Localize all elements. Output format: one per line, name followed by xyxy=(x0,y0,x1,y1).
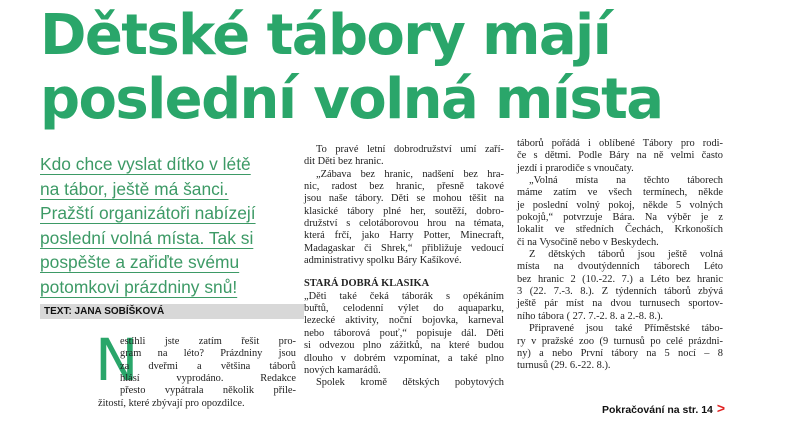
text-line: bez hranic 2 (10.-22. 7.) a Léto bez hranic xyxy=(517,273,723,285)
text-line: če s dětmi. Podle Báry na ně velmi často xyxy=(517,150,723,162)
perex xyxy=(40,152,292,300)
text-line: 3 (22. 7.-3. 8.). Z týdenních táborů zbývá xyxy=(517,286,723,298)
text-line: turnusů (29. 6.-22. 8.). xyxy=(517,360,611,372)
text-line: ještě pár míst na dvou turnusech sportov- xyxy=(517,298,723,310)
text-line: za dveřmi a většina táborů xyxy=(120,360,296,372)
headline-line: poslední volná místa xyxy=(40,67,663,132)
article-column-2 xyxy=(304,144,504,390)
text-line: nebo táborová pouť,“ popisuje dál. Děti xyxy=(304,327,504,339)
text-line: Spolek kromě dětských pobytových xyxy=(316,377,504,389)
text-line: estihli jste zatím řešit pro- xyxy=(120,336,296,347)
byline: TEXT: JANA SOBÍŠKOVÁ xyxy=(40,304,304,319)
perex-line: Pražští organizátoři nabízejí xyxy=(40,203,256,224)
perex-line: potomkovi prázdniny snů! xyxy=(40,276,238,297)
text-line: „Volná místa na těchto táborech xyxy=(529,175,723,187)
text-line: jsou naše tábory. Děti se mohou těšit na xyxy=(304,193,504,205)
text-line: ního tábora ( 27. 7.-2. 8. a 2.-8. 8.). xyxy=(517,310,664,322)
drop-cap: N xyxy=(95,326,139,394)
text-line: lezecké aktivity, noční bojovka, karneval xyxy=(304,315,504,327)
perex-line: pospěšte a zařiďte svému xyxy=(40,252,240,273)
text-line: „Děti také čeká táborák s opékáním xyxy=(304,290,504,302)
arrow-right-icon: > xyxy=(716,400,726,416)
text-line: klasické tábory plné her, soutěží, dobro- xyxy=(304,205,504,217)
headline-line: Dětské tábory mají xyxy=(40,3,611,68)
text-line: buřtů, celodenní výlet do aquaparku, xyxy=(304,303,504,315)
text-line: Z dětských táborů jsou ještě volná xyxy=(529,249,723,261)
text-line: gram na léto? Prázdniny jsou xyxy=(120,348,296,360)
text-line: Připravené jsou také Příměstské tábo- xyxy=(529,323,723,335)
text-line: dlouho v dobrém vzpomínat, a také plno xyxy=(304,352,504,364)
text-line: nových kamarádů. xyxy=(304,364,381,376)
text-line: Madagaskar či Shrek,“ přibližuje vedoucí xyxy=(304,242,504,254)
perex-line: Kdo chce vyslat dítko v létě xyxy=(40,154,251,174)
text-line: přesto vypátrala několik přile- xyxy=(120,385,296,397)
text-line: lokalit ve středních Čechách, Krkonoších xyxy=(517,224,723,236)
continuation-link[interactable] xyxy=(602,400,762,416)
text-line: která frčí, jako Harry Potter, Minecraft, xyxy=(304,230,504,242)
text-line: To pravé letní dobrodružství umí zaří- xyxy=(316,144,504,155)
continuation-label: Pokračování na str. 14 xyxy=(602,404,713,416)
text-line: táborů pořádá i oblíbené Tábory pro rodi- xyxy=(517,138,723,149)
text-line: družství s celotáborovou hrou na témata, xyxy=(304,218,504,230)
text-line: jezdí i prarodiče s vnoučaty. xyxy=(517,162,634,174)
text-line: máme zatím ve všech termínech, někde xyxy=(517,187,723,199)
text-line: či na Vysočině nebo v Beskydech. xyxy=(517,236,659,248)
subheading: STARÁ DOBRÁ KLASIKA xyxy=(304,278,430,290)
headline xyxy=(40,4,790,132)
perex-line: poslední volná místa. Tak si xyxy=(40,227,254,248)
article-column-1 xyxy=(98,336,296,410)
article-column-3 xyxy=(517,138,723,373)
text-line: dit Děti bez hranic. xyxy=(304,156,384,168)
text-line: ry v pražské zoo (9 turnusů po celé prázdni- xyxy=(517,335,723,347)
text-line: nic, radost bez hranic, přesně takové xyxy=(304,181,504,193)
text-line: si odvezou plno zážitků, na které budou xyxy=(304,340,504,352)
text-line: pokojů,“ potvrzuje Bára. Na výběr je z xyxy=(517,212,723,224)
text-line: žitostí, které zbývají pro opozdilce. xyxy=(98,397,245,409)
text-line: „Zábava bez hranic, nadšení bez hra- xyxy=(316,168,504,180)
perex-line: na tábor, ještě má šanci. xyxy=(40,178,229,199)
text-line: administrativy spolku Báry Kašíkové. xyxy=(304,255,462,267)
text-line: ny) a nebo První tábory na 5 nocí – 8 xyxy=(517,347,723,359)
text-line: místa na dvoutýdenních táborech Léto xyxy=(517,261,723,273)
text-line: hlásí vyprodáno. Redakce xyxy=(120,373,296,385)
text-line: je poslední volný pokoj, někde 5 volných xyxy=(517,199,723,211)
